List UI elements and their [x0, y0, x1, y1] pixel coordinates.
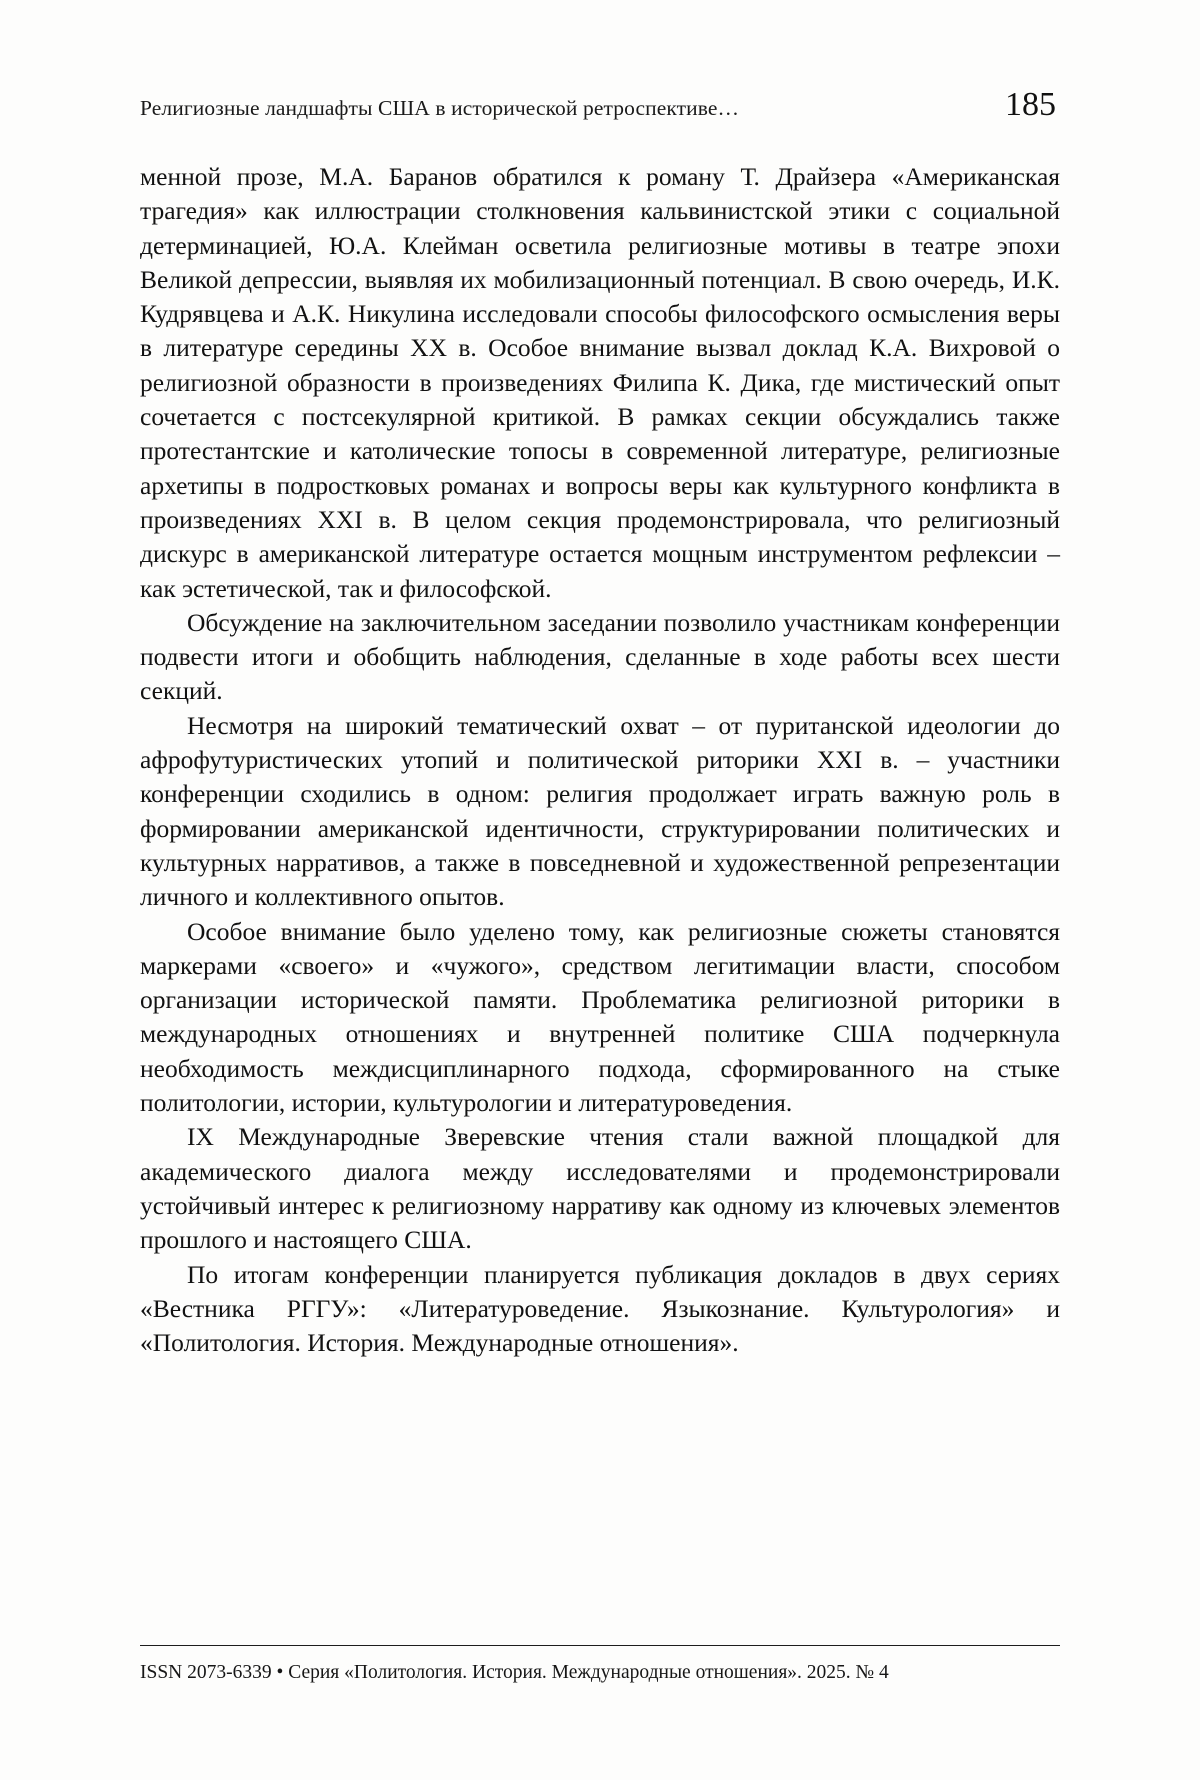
paragraph: менной прозе, М.А. Баранов обратился к роману Т. Драйзера «Американская трагедия» как иллюстрации столкновения кальвинистской этики с социальной детерминацией, Ю.А. Клейман осветила религиозные мотивы в театре эпохи Великой депрессии, выявляя их мобилизационный потенциал. В свою очередь, И.К. Кудрявцева и А.К. Никулина исследовали способы философского осмысления веры в литературе середины XX в. Особое внимание вызвал доклад К.А. Вихровой о религиозной образности в произведениях Филипа К. Дика, где мистический опыт сочетается с постсекулярной критикой. В рамках секции обсуждались также протестантские и католические топосы в современной литературе, религиозные архетипы в подростковых романах и вопросы веры как культурного конфликта в произведениях XXI в. В целом секция продемонстрировала, что религиозный дискурс в американской литературе остается мощным инструментом рефлексии – как эстетической, так и философской.: [140, 162, 1060, 603]
running-head-title: Религиозные ландшафты США в исторической ретроспективе…: [140, 96, 740, 120]
page-footer: ISSN 2073-6339 • Серия «Политология. История. Международные отношения». 2025. № 4: [140, 1645, 1060, 1684]
paragraph: По итогам конференции планируется публикация докладов в двух сериях «Вестника РГГУ»: «Литературоведение. Языкознание. Культурология» и «Политология. История. Международные отношения».: [140, 1259, 1060, 1358]
running-head: [140, 86, 1060, 124]
paragraph: IX Международные Зверевские чтения стали важной площадкой для академического диалога между исследователями и продемонстрировали устойчивый интерес к религиозному нарративу как одному из ключевых элементов прошлого и настоящего США.: [140, 1122, 1060, 1255]
page-content: [140, 86, 1060, 1360]
paragraph: Обсуждение на заключительном заседании позволило участникам конференции подвести итоги и обобщить наблюдения, сделанные в ходе работы всех шести секций.: [140, 607, 1060, 706]
paragraph: Несмотря на широкий тематический охват – от пуританской идеологии до афрофутуристических утопий и политической риторики XXI в. – участники конференции сходились в одном: религия продолжает играть важную роль в формировании американской идентичности, структурировании политических и культурных нарративов, а также в повседневной и художественной репрезентации личного и коллективного опытов.: [140, 710, 1060, 912]
paragraph: Особое внимание было уделено тому, как религиозные сюжеты становятся маркерами «своего» и «чужого», средством легитимации власти, способом организации исторической памяти. Проблематика религиозной риторики в международных отношениях и внутренней политике США подчеркнула необходимость междисциплинарного подхода, сформированного на стыке политологии, истории, культурологии и литературоведения.: [140, 916, 1060, 1118]
page-number: 185: [1005, 86, 1056, 123]
body-text: [140, 160, 1060, 1360]
